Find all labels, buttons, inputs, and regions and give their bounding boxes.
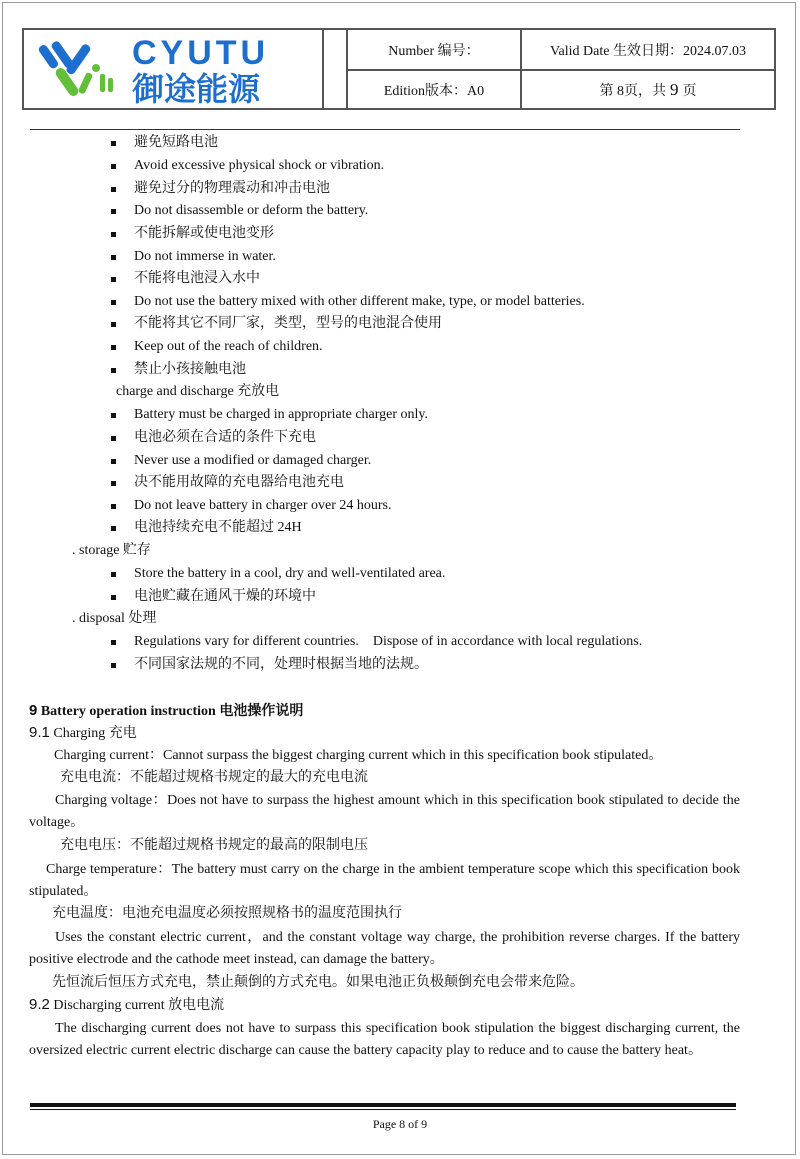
valid-date-cell: Valid Date 生效日期：2024.07.03	[520, 30, 774, 69]
list-item: 不能拆解或使电池变形	[134, 226, 274, 241]
list-item: Do not use the battery mixed with other different make, type, or model batteries.	[134, 294, 585, 309]
list-item: 禁止小孩接触电池	[134, 362, 246, 377]
list-item: Do not disassemble or deform the battery.	[134, 203, 369, 218]
list-item: 电池贮藏在通风干燥的环境中	[134, 589, 316, 604]
list-item: 避免过分的物理震动和冲击电池	[134, 181, 330, 196]
list-item: Store the battery in a cool, dry and well-ventilated area.	[134, 566, 446, 581]
paragraph: The discharging current does not have to surpass this specification book stipulation the biggest discharging current, the oversized electric current electric discharge can cause the battery capacity play to reduce and to cause the battery heat。	[29, 1021, 740, 1058]
paragraph: 先恒流后恒压方式充电，禁止颠倒的方式充电。如果电池正负极颠倒充电会带来危险。	[52, 975, 584, 990]
storage-heading: . storage 贮存	[72, 543, 151, 558]
paragraph: Charging current：Cannot surpass the biggest charging current which in this specification book stipulated。	[54, 748, 663, 763]
paragraph: Charging voltage：Does not have to surpass the highest amount which in this specification book stipulated to decide the voltage。	[29, 793, 740, 830]
subsection-heading: 9.1 Charging 充电	[29, 724, 137, 741]
list-item: Keep out of the reach of children.	[134, 339, 323, 354]
list-item: 电池持续充电不能超过 24H	[134, 520, 302, 535]
company-logo	[24, 30, 324, 108]
logo-text-cn: 御途能源	[132, 70, 261, 108]
list-item: 避免短路电池	[134, 135, 218, 150]
document-number-cell: Number 编号：	[346, 30, 520, 69]
list-item: 不能将其它不同厂家，类型，型号的电池混合使用	[134, 316, 442, 331]
list-item: 电池必须在合适的条件下充电	[134, 430, 316, 445]
charge-heading: charge and discharge 充放电	[116, 384, 280, 399]
list-item: 不同国家法规的不同，处理时根据当地的法规。	[134, 657, 428, 672]
list-item: Battery must be charged in appropriate charger only.	[134, 407, 429, 422]
paragraph: Charge temperature：The battery must carry on the charge in the ambient temperature scope which this specification book stipulated。	[29, 862, 740, 899]
paragraph: 充电电压：不能超过规格书规定的最高的限制电压	[60, 838, 368, 853]
disposal-heading: . disposal 处理	[72, 611, 157, 626]
paragraph: 充电电流：不能超过规格书规定的最大的充电电流	[60, 770, 368, 785]
page-footer: Page 8 of 9	[372, 1117, 428, 1131]
list-item: 不能将电池浸入水中	[134, 271, 260, 286]
list-item: Do not leave battery in charger over 24 hours.	[134, 498, 392, 513]
logo-mark-icon	[37, 40, 113, 98]
section-heading: 9 Battery operation instruction 电池操作说明	[29, 702, 304, 719]
header-rule	[30, 129, 740, 130]
list-item: Avoid excessive physical shock or vibration.	[134, 158, 385, 173]
subsection-heading: 9.2 Discharging current 放电电流	[29, 996, 225, 1013]
list-item: Never use a modified or damaged charger.	[134, 453, 372, 468]
edition-cell: Edition版本：A0	[346, 69, 520, 108]
footer-rule-thin	[30, 1109, 736, 1110]
paragraph: 充电温度：电池充电温度必须按照规格书的温度范围执行	[52, 906, 402, 921]
page-count-cell: 第 8页，共 9 页	[520, 69, 774, 108]
footer-rule	[30, 1103, 736, 1107]
paragraph: Uses the constant electric current，and the constant voltage way charge, the prohibition reverse charges. If the battery positive electrode and the cathode meet instead, can damage the battery。	[29, 930, 740, 967]
list-item: 决不能用故障的充电器给电池充电	[134, 475, 344, 490]
document-header	[22, 28, 776, 110]
list-item: Do not immerse in water.	[134, 249, 276, 264]
logo-text-en: CYUTU	[132, 34, 270, 72]
list-item: Regulations vary for different countries. Dispose of in accordance with local regulations.	[134, 634, 643, 649]
